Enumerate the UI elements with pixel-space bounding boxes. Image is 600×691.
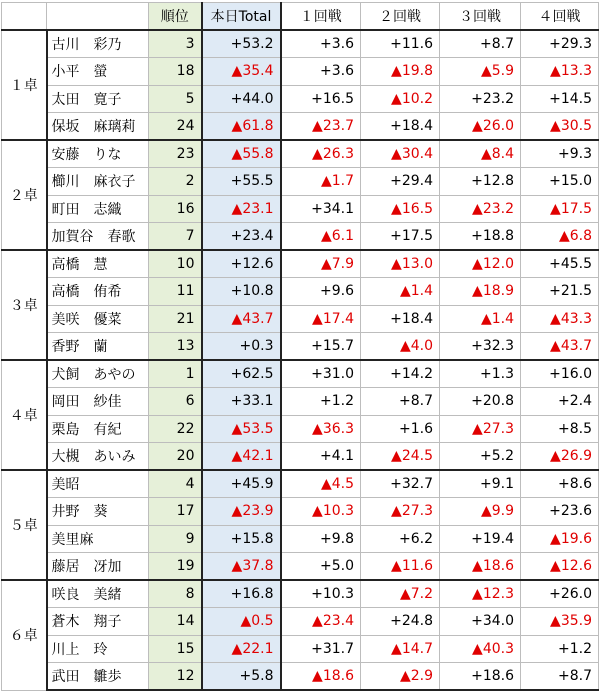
round-score-cell: +9.8 (281, 525, 361, 553)
player-row (2, 498, 599, 526)
total-score-cell: ▲23.9 (202, 498, 281, 526)
round-score-cell: ▲27.3 (440, 415, 521, 443)
rank-cell: 18 (149, 58, 202, 86)
total-score-cell: +5.8 (202, 663, 281, 691)
round-score-cell: +15.0 (521, 168, 599, 196)
header-rank: 順位 (149, 3, 202, 31)
round-score-cell: +32.3 (440, 333, 521, 361)
player-row (2, 85, 599, 113)
round-score-cell: ▲19.6 (521, 525, 599, 553)
total-score-cell: +53.2 (202, 30, 281, 58)
round-score-cell: ▲40.3 (440, 635, 521, 663)
round-score-cell: ▲18.6 (440, 553, 521, 581)
player-name: 美里麻 (47, 525, 149, 553)
round-score-cell: +4.1 (281, 443, 361, 471)
player-name: 香野 蘭 (47, 333, 149, 361)
total-score-cell: +23.4 (202, 223, 281, 251)
header-name-cell (47, 3, 149, 31)
round-score-cell: ▲43.3 (521, 305, 599, 333)
rank-cell: 20 (149, 443, 202, 471)
round-score-cell: ▲4.5 (281, 470, 361, 498)
player-name: 川上 玲 (47, 635, 149, 663)
rank-cell: 5 (149, 85, 202, 113)
player-row (2, 305, 599, 333)
round-score-cell: ▲1.7 (281, 168, 361, 196)
round-score-cell: +18.4 (361, 113, 440, 141)
round-score-cell: +1.6 (361, 415, 440, 443)
table-group-label: ３卓 (2, 250, 47, 360)
round-score-cell: ▲17.4 (281, 305, 361, 333)
round-score-cell: +8.7 (440, 30, 521, 58)
round-score-cell: +14.5 (521, 85, 599, 113)
round-score-cell: +18.4 (361, 305, 440, 333)
player-name: 安藤 りな (47, 140, 149, 168)
player-row (2, 223, 599, 251)
round-score-cell: ▲30.5 (521, 113, 599, 141)
round-score-cell: ▲23.4 (281, 608, 361, 636)
round-score-cell: +45.5 (521, 250, 599, 278)
total-score-cell: +16.8 (202, 580, 281, 608)
round-score-cell: +10.3 (281, 580, 361, 608)
round-score-cell: +19.4 (440, 525, 521, 553)
round-score-cell: +31.7 (281, 635, 361, 663)
rank-cell: 3 (149, 30, 202, 58)
player-name: 咲良 美緒 (47, 580, 149, 608)
player-row (2, 608, 599, 636)
round-score-cell: ▲18.6 (281, 663, 361, 691)
total-score-cell: ▲42.1 (202, 443, 281, 471)
round-score-cell: +8.7 (521, 663, 599, 691)
round-score-cell: +23.6 (521, 498, 599, 526)
rank-cell: 1 (149, 360, 202, 388)
round-score-cell: +16.5 (281, 85, 361, 113)
round-score-cell: +3.6 (281, 58, 361, 86)
round-score-cell: ▲14.7 (361, 635, 440, 663)
rank-cell: 7 (149, 223, 202, 251)
rank-cell: 4 (149, 470, 202, 498)
round-score-cell: +15.7 (281, 333, 361, 361)
round-score-cell: ▲18.9 (440, 278, 521, 306)
round-score-cell: +1.2 (281, 388, 361, 416)
round-score-cell: +3.6 (281, 30, 361, 58)
round-score-cell: ▲23.2 (440, 195, 521, 223)
player-row (2, 168, 599, 196)
total-score-cell: ▲23.1 (202, 195, 281, 223)
round-score-cell: ▲2.9 (361, 663, 440, 691)
header-round-2: ２回戦 (361, 3, 440, 31)
round-score-cell: +26.0 (521, 580, 599, 608)
round-score-cell: ▲27.3 (361, 498, 440, 526)
round-score-cell: ▲8.4 (440, 140, 521, 168)
header-table-cell (2, 3, 47, 31)
round-score-cell: +18.8 (440, 223, 521, 251)
round-score-cell: ▲12.0 (440, 250, 521, 278)
total-score-cell: ▲53.5 (202, 415, 281, 443)
player-name: 小平 螢 (47, 58, 149, 86)
round-score-cell: +23.2 (440, 85, 521, 113)
rank-cell: 16 (149, 195, 202, 223)
round-score-cell: +24.8 (361, 608, 440, 636)
total-score-cell: +15.8 (202, 525, 281, 553)
round-score-cell: +8.6 (521, 470, 599, 498)
round-score-cell: +1.3 (440, 360, 521, 388)
player-row (2, 553, 599, 581)
round-score-cell: ▲4.0 (361, 333, 440, 361)
player-name: 保坂 麻璃莉 (47, 113, 149, 141)
player-row (2, 250, 599, 278)
rank-cell: 10 (149, 250, 202, 278)
round-score-cell: ▲1.4 (361, 278, 440, 306)
round-score-cell: +11.6 (361, 30, 440, 58)
player-row (2, 443, 599, 471)
round-score-cell: ▲26.9 (521, 443, 599, 471)
player-row (2, 113, 599, 141)
round-score-cell: ▲10.3 (281, 498, 361, 526)
round-score-cell: +29.3 (521, 30, 599, 58)
rank-cell: 9 (149, 525, 202, 553)
player-row (2, 195, 599, 223)
round-score-cell: ▲11.6 (361, 553, 440, 581)
round-score-cell: +31.0 (281, 360, 361, 388)
header-round-4: ４回戦 (521, 3, 599, 31)
rank-cell: 13 (149, 333, 202, 361)
player-name: 大槻 あいみ (47, 443, 149, 471)
results-table (1, 2, 599, 691)
round-score-cell: +9.1 (440, 470, 521, 498)
player-name: 櫛川 麻衣子 (47, 168, 149, 196)
round-score-cell: ▲36.3 (281, 415, 361, 443)
round-score-cell: ▲23.7 (281, 113, 361, 141)
player-name: 高橋 侑希 (47, 278, 149, 306)
round-score-cell: ▲13.0 (361, 250, 440, 278)
round-score-cell: ▲13.3 (521, 58, 599, 86)
rank-cell: 17 (149, 498, 202, 526)
round-score-cell: +32.7 (361, 470, 440, 498)
player-name: 藤居 冴加 (47, 553, 149, 581)
player-name: 蒼木 翔子 (47, 608, 149, 636)
round-score-cell: +9.3 (521, 140, 599, 168)
player-name: 太田 寛子 (47, 85, 149, 113)
round-score-cell: +34.1 (281, 195, 361, 223)
round-score-cell: ▲7.9 (281, 250, 361, 278)
round-score-cell: ▲30.4 (361, 140, 440, 168)
total-score-cell: ▲0.5 (202, 608, 281, 636)
rank-cell: 6 (149, 388, 202, 416)
total-score-cell: +55.5 (202, 168, 281, 196)
total-score-cell: +62.5 (202, 360, 281, 388)
rank-cell: 19 (149, 553, 202, 581)
table-group-label: １卓 (2, 30, 47, 140)
player-name: 犬飼 あやの (47, 360, 149, 388)
total-score-cell: ▲37.8 (202, 553, 281, 581)
total-score-cell: +0.3 (202, 333, 281, 361)
round-score-cell: ▲12.3 (440, 580, 521, 608)
header-round-1: １回戦 (281, 3, 361, 31)
round-score-cell: +8.5 (521, 415, 599, 443)
round-score-cell: ▲1.4 (440, 305, 521, 333)
round-score-cell: +2.4 (521, 388, 599, 416)
round-score-cell: ▲26.0 (440, 113, 521, 141)
total-score-cell: +45.9 (202, 470, 281, 498)
round-score-cell: ▲6.1 (281, 223, 361, 251)
round-score-cell: ▲9.9 (440, 498, 521, 526)
player-name: 岡田 紗佳 (47, 388, 149, 416)
player-row (2, 360, 599, 388)
player-row (2, 635, 599, 663)
round-score-cell: ▲5.9 (440, 58, 521, 86)
results-body (2, 30, 599, 690)
player-name: 高橋 慧 (47, 250, 149, 278)
round-score-cell: +14.2 (361, 360, 440, 388)
player-row (2, 30, 599, 58)
round-score-cell: +29.4 (361, 168, 440, 196)
player-row (2, 580, 599, 608)
rank-cell: 23 (149, 140, 202, 168)
rank-cell: 22 (149, 415, 202, 443)
total-score-cell: ▲22.1 (202, 635, 281, 663)
round-score-cell: +17.5 (361, 223, 440, 251)
round-score-cell: +16.0 (521, 360, 599, 388)
rank-cell: 24 (149, 113, 202, 141)
table-group-label: ４卓 (2, 360, 47, 470)
total-score-cell: +44.0 (202, 85, 281, 113)
player-row (2, 333, 599, 361)
round-score-cell: +6.2 (361, 525, 440, 553)
rank-cell: 2 (149, 168, 202, 196)
rank-cell: 8 (149, 580, 202, 608)
table-group-label: ６卓 (2, 580, 47, 690)
round-score-cell: ▲16.5 (361, 195, 440, 223)
player-row (2, 415, 599, 443)
round-score-cell: ▲35.9 (521, 608, 599, 636)
round-score-cell: ▲12.6 (521, 553, 599, 581)
round-score-cell: +5.0 (281, 553, 361, 581)
player-row (2, 278, 599, 306)
round-score-cell: ▲26.3 (281, 140, 361, 168)
table-group-label: ２卓 (2, 140, 47, 250)
player-row (2, 140, 599, 168)
round-score-cell: +20.8 (440, 388, 521, 416)
round-score-cell: +12.8 (440, 168, 521, 196)
round-score-cell: +18.6 (440, 663, 521, 691)
round-score-cell: +1.2 (521, 635, 599, 663)
round-score-cell: ▲24.5 (361, 443, 440, 471)
player-name: 町田 志織 (47, 195, 149, 223)
round-score-cell: ▲7.2 (361, 580, 440, 608)
total-score-cell: ▲35.4 (202, 58, 281, 86)
round-score-cell: ▲19.8 (361, 58, 440, 86)
header-row (2, 3, 599, 31)
player-row (2, 525, 599, 553)
rank-cell: 11 (149, 278, 202, 306)
player-name: 美昭 (47, 470, 149, 498)
rank-cell: 15 (149, 635, 202, 663)
round-score-cell: ▲10.2 (361, 85, 440, 113)
player-name: 武田 雛歩 (47, 663, 149, 691)
round-score-cell: +34.0 (440, 608, 521, 636)
total-score-cell: +10.8 (202, 278, 281, 306)
player-name: 井野 葵 (47, 498, 149, 526)
rank-cell: 14 (149, 608, 202, 636)
total-score-cell: ▲61.8 (202, 113, 281, 141)
header-total: 本日Total (202, 3, 281, 31)
total-score-cell: ▲43.7 (202, 305, 281, 333)
player-name: 古川 彩乃 (47, 30, 149, 58)
player-row (2, 470, 599, 498)
round-score-cell: ▲43.7 (521, 333, 599, 361)
rank-cell: 12 (149, 663, 202, 691)
table-group-label: ５卓 (2, 470, 47, 580)
player-row (2, 388, 599, 416)
round-score-cell: +8.7 (361, 388, 440, 416)
total-score-cell: +12.6 (202, 250, 281, 278)
round-score-cell: +5.2 (440, 443, 521, 471)
player-name: 栗島 有紀 (47, 415, 149, 443)
player-name: 美咲 優菜 (47, 305, 149, 333)
player-name: 加賀谷 春歌 (47, 223, 149, 251)
round-score-cell: ▲17.5 (521, 195, 599, 223)
round-score-cell: +9.6 (281, 278, 361, 306)
round-score-cell: +21.5 (521, 278, 599, 306)
header-round-3: ３回戦 (440, 3, 521, 31)
rank-cell: 21 (149, 305, 202, 333)
total-score-cell: +33.1 (202, 388, 281, 416)
total-score-cell: ▲55.8 (202, 140, 281, 168)
player-row (2, 58, 599, 86)
round-score-cell: ▲6.8 (521, 223, 599, 251)
